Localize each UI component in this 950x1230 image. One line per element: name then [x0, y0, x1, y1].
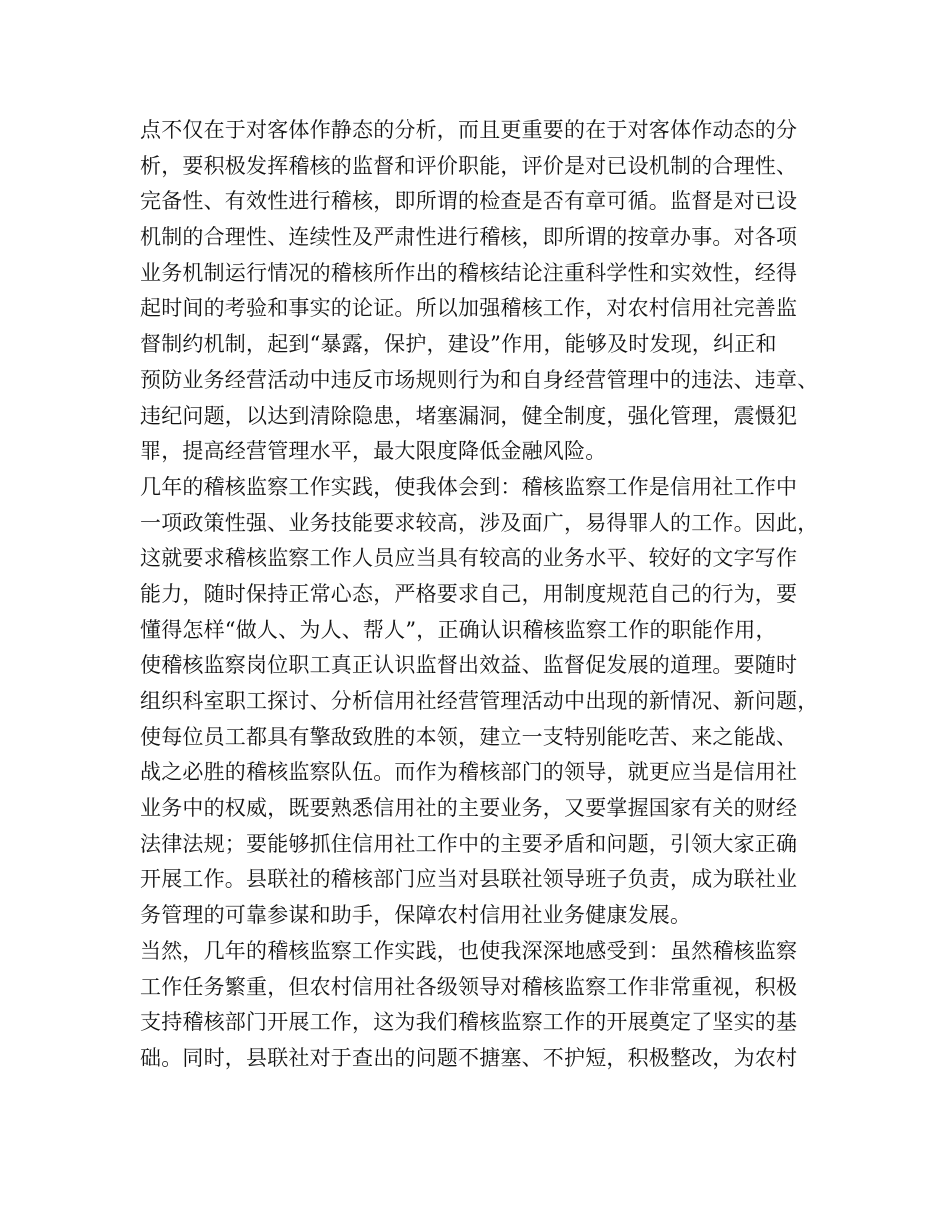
text-line: 几年的稽核监察工作实践，使我体会到：稽核监察工作是信用社工作中: [140, 474, 798, 499]
text-line: 工作任务繁重，但农村信用社各级领导对稽核监察工作非常重视，积极: [140, 974, 798, 999]
text-line: 务管理的可靠参谋和助手，保障农村信用社业务健康发展。: [140, 903, 692, 928]
text-line: 点不仅在于对客体作静态的分析，而且更重要的在于对客体作动态的分: [140, 118, 798, 142]
text-line: 当然，几年的稽核监察工作实践，也使我深深地感受到：虽然稽核监察: [140, 938, 798, 963]
text-line: 础。同时，县联社对于查出的问题不搪塞、不护短，积极整改，为农村: [140, 1045, 798, 1070]
text-line: 完备性、有效性进行稽核，即所谓的检查是否有章可循。监督是对已设: [140, 189, 798, 214]
text-line: 能力，随时保持正常心态，严格要求自己，用制度规范自己的行为，要: [140, 581, 798, 606]
text-line: 违纪问题，以达到清除隐患，堵塞漏洞，健全制度，强化管理，震慑犯: [140, 403, 798, 428]
text-line: 组织科室职工探讨、分析信用社经营管理活动中出现的新情况、新问题，: [140, 689, 819, 713]
text-line: 开展工作。县联社的稽核部门应当对县联社领导班子负责，成为联社业: [140, 867, 798, 892]
text-line: 支持稽核部门开展工作，这为我们稽核监察工作的开展奠定了坚实的基: [140, 1010, 798, 1035]
text-line: 一项政策性强、业务技能要求较高，涉及面广，易得罪人的工作。因此，: [140, 510, 819, 535]
text-line: 战之必胜的稽核监察队伍。而作为稽核部门的领导，就更应当是信用社: [140, 760, 798, 785]
text-line: 督制约机制，起到“暴露，保护，建设”作用，能够及时发现，纠正和: [140, 332, 777, 357]
body-text: [140, 113, 830, 1077]
text-line: 机制的合理性、连续性及严肃性进行稽核，即所谓的按章办事。对各项: [140, 225, 798, 250]
text-line: 析，要积极发挥稽核的监督和评价职能，评价是对已设机制的合理性、: [140, 153, 798, 178]
text-line: 法律法规；要能够抓住信用社工作中的主要矛盾和问题，引领大家正确: [140, 831, 798, 856]
text-line: 使稽核监察岗位职工真正认识监督出效益、监督促发展的道理。要随时: [140, 653, 798, 678]
text-line: 起时间的考验和事实的论证。所以加强稽核工作，对农村信用社完善监: [140, 296, 798, 321]
text-line: 罪，提高经营管理水平，最大限度降低金融风险。: [140, 439, 607, 464]
text-line: 预防业务经营活动中违反市场规则行为和自身经营管理中的违法、违章、: [140, 367, 819, 392]
text-line: 懂得怎样“做人、为人、帮人”，正确认识稽核监察工作的职能作用，: [140, 617, 777, 642]
text-line: 使每位员工都具有擎敌致胜的本领，建立一支特别能吃苦、来之能战、: [140, 724, 798, 749]
text-line: 这就要求稽核监察工作人员应当具有较高的业务水平、较好的文字写作: [140, 546, 798, 571]
text-line: 业务中的权威，既要熟悉信用社的主要业务，又要掌握国家有关的财经: [140, 796, 798, 821]
text-line: 业务机制运行情况的稽核所作出的稽核结论注重科学性和实效性，经得: [140, 260, 798, 285]
